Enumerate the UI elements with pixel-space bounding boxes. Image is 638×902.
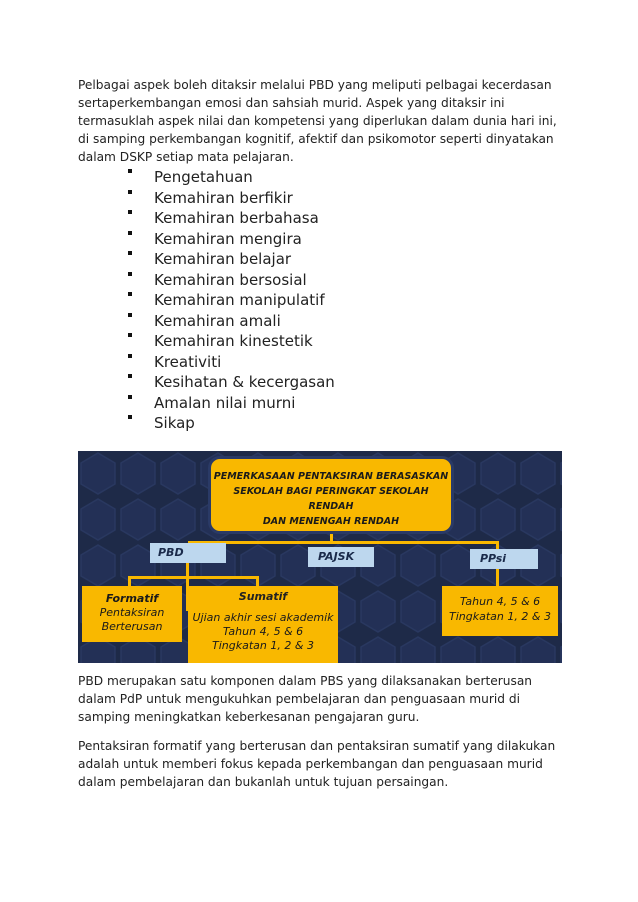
bullet-icon xyxy=(128,333,132,337)
sumatif-title: Sumatif xyxy=(238,590,288,603)
ppsi-text: Tingkatan 1, 2 & 3 xyxy=(449,610,551,623)
list-item: Sikap xyxy=(128,413,335,434)
intro-paragraph: Pelbagai aspek boleh ditaksir melalui PBD yang meliputi pelbagai kecerdasan sertaperkembangan emosi dan sahsiah murid. Aspek yang ditaksir ini termasuklah aspek nilai dan kompetensi yang diperlukan dalam dunia hari ini, di samping perkembangan kognitif, afektif dan psikomotor seperti dinyatakan dalam DSKP setiap mata pelajaran. xyxy=(78,78,557,164)
list-item: Kemahiran bersosial xyxy=(128,270,335,291)
connector-line xyxy=(188,541,498,544)
diagram-title-line: SEKOLAH BAGI PERINGKAT SEKOLAH RENDAH xyxy=(233,486,429,512)
list-item: Kemahiran manipulatif xyxy=(128,290,335,311)
list-item: Kemahiran berbahasa xyxy=(128,208,335,229)
bullet-icon xyxy=(128,231,132,235)
formatif-title: Formatif xyxy=(105,592,159,605)
pajsk-tag: PAJSK xyxy=(308,547,374,567)
list-item: Kemahiran mengira xyxy=(128,229,335,250)
formatif-box xyxy=(82,586,182,642)
bullet-icon xyxy=(128,169,132,173)
aspect-list xyxy=(128,167,335,434)
list-item: Pengetahuan xyxy=(128,167,335,188)
connector-line xyxy=(496,569,499,587)
list-item: Amalan nilai murni xyxy=(128,393,335,414)
list-item: Kemahiran amali xyxy=(128,311,335,332)
sumatif-box xyxy=(188,611,338,663)
list-item: Kemahiran kinestetik xyxy=(128,331,335,352)
list-item: Kemahiran berfikir xyxy=(128,188,335,209)
list-item: Kreativiti xyxy=(128,352,335,373)
diagram-title-line: DAN MENENGAH RENDAH xyxy=(262,516,400,527)
ppsi-tag: PPsi xyxy=(470,549,538,569)
diagram-title-line: PEMERKASAAN PENTAKSIRAN BERASASKAN xyxy=(213,471,449,482)
bullet-icon xyxy=(128,210,132,214)
sumatif-text: Tingkatan 1, 2 & 3 xyxy=(212,639,314,652)
pbd-tag: PBD xyxy=(150,543,226,563)
bullet-icon xyxy=(128,272,132,276)
connector-line xyxy=(128,576,258,579)
diagram-title-box xyxy=(208,456,454,534)
bullet-icon xyxy=(128,415,132,419)
sumatif-text: Tahun 4, 5 & 6 xyxy=(222,625,304,638)
sumatif-header xyxy=(188,586,338,612)
bullet-icon xyxy=(128,395,132,399)
formatif-text: Pentaksiran xyxy=(99,606,165,619)
ppsi-text: Tahun 4, 5 & 6 xyxy=(459,595,541,608)
bullet-icon xyxy=(128,374,132,378)
bullet-icon xyxy=(128,354,132,358)
assessment-paragraph: Pentaksiran formatif yang berterusan dan pentaksiran sumatif yang dilakukan adalah untuk memberi fokus kepada perkembangan dan penguasaan murid dalam pembelajaran dan bukanlah untuk tujuan persaingan. xyxy=(78,739,556,789)
bullet-icon xyxy=(128,251,132,255)
bullet-icon xyxy=(128,313,132,317)
sumatif-text: Ujian akhir sesi akademik xyxy=(192,611,334,624)
ppsi-box xyxy=(442,586,558,636)
formatif-text: Berterusan xyxy=(101,620,163,633)
list-item: Kesihatan & kecergasan xyxy=(128,372,335,393)
list-item: Kemahiran belajar xyxy=(128,249,335,270)
pbd-paragraph: PBD merupakan satu komponen dalam PBS yang dilaksanakan berterusan dalam PdP untuk mengukuhkan pembelajaran dan penguasaan murid di samping meningkatkan keberkesanan pengajaran guru. xyxy=(78,674,533,724)
bullet-icon xyxy=(128,190,132,194)
bullet-icon xyxy=(128,292,132,296)
pbs-diagram xyxy=(78,451,562,663)
